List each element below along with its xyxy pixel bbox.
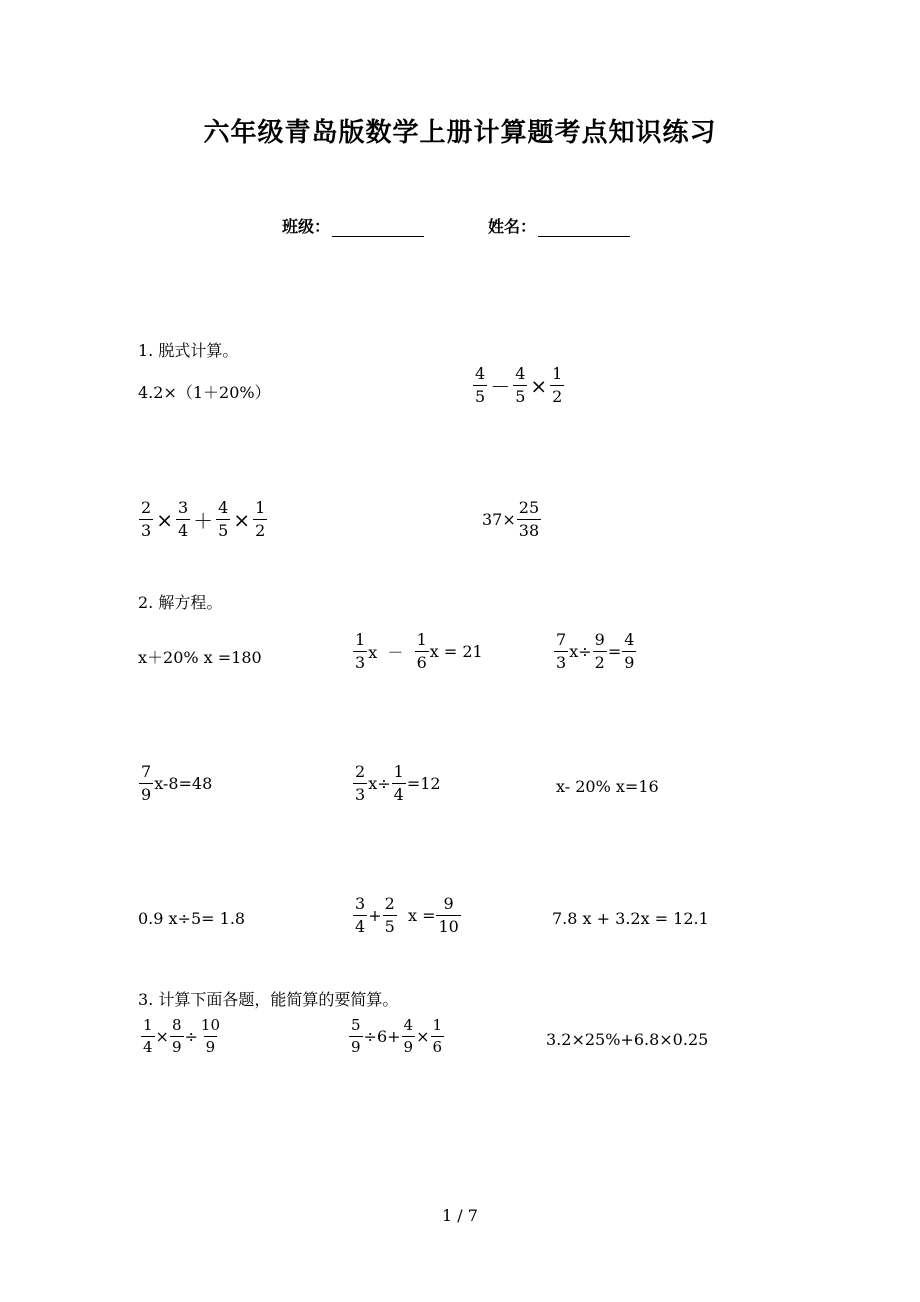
fraction: $\frac{9}{2}$ <box>594 630 605 672</box>
fraction: $\frac{4}{5}$ <box>515 364 526 406</box>
fraction: $\frac{4}{9}$ <box>403 1016 414 1056</box>
problem-1-3: $\frac{2}{3}$ × $\frac{3}{4}$ ＋ $\frac{4}{5}$ × $\frac{1}{2}$ <box>141 498 266 540</box>
fraction: $\frac{2}{3}$ <box>355 762 366 804</box>
page-title: 六年级青岛版数学上册计算题考点知识练习 <box>203 118 717 148</box>
fraction: $\frac{1}{2}$ <box>552 364 563 406</box>
fraction: $\frac{1}{6}$ <box>416 630 427 672</box>
section-1-heading: 1. 脱式计算。 <box>138 341 239 360</box>
fraction: $\frac{3}{4}$ <box>355 894 366 936</box>
fraction: $\frac{1}{4}$ <box>143 1016 153 1056</box>
fraction: $\frac{4}{5}$ <box>475 364 486 406</box>
fraction: $\frac{10}{9}$ <box>200 1016 220 1056</box>
fraction: $\frac{1}{4}$ <box>393 762 404 804</box>
fraction: $\frac{1}{3}$ <box>355 630 366 672</box>
equation-2: $\frac{1}{3}$ x － $\frac{1}{6}$ x = 21 <box>355 630 483 672</box>
equation-4: $\frac{7}{9}$ x-8=48 <box>141 762 213 804</box>
equation-3: $\frac{7}{3}$ x÷ $\frac{9}{2}$ = $\frac{4}{9}$ <box>556 630 635 672</box>
fraction: $\frac{2}{3}$ <box>141 498 152 540</box>
equation-1: x＋20% x =180 <box>138 648 262 667</box>
class-field <box>282 214 424 237</box>
section-3-heading: 3. 计算下面各题，能简算的要简算。 <box>138 990 399 1009</box>
fraction: $\frac{4}{9}$ <box>624 630 635 672</box>
class-label: 班级： <box>282 217 331 236</box>
equation-9: 7.8 x + 3.2x = 12.1 <box>552 909 709 928</box>
simplify-2: $\frac{5}{9}$ ÷6+ $\frac{4}{9}$ × $\frac{1}{6}$ <box>351 1016 443 1056</box>
page-number: 1 / 7 <box>442 1206 478 1225</box>
fraction: $\frac{4}{5}$ <box>218 498 229 540</box>
section-2-heading: 2. 解方程。 <box>138 593 223 612</box>
problem-1-2: $\frac{4}{5}$ － $\frac{4}{5}$ × $\frac{1}{2}$ <box>475 364 563 406</box>
equation-7: 0.9 x÷5= 1.8 <box>138 909 246 928</box>
fraction: $\frac{5}{9}$ <box>351 1016 361 1056</box>
fraction: $\frac{8}{9}$ <box>171 1016 182 1056</box>
fraction: $\frac{7}{9}$ <box>141 762 152 804</box>
fraction: $\frac{25}{38}$ <box>518 498 540 540</box>
fraction: $\frac{7}{3}$ <box>556 630 567 672</box>
equation-5: $\frac{2}{3}$ x÷ $\frac{1}{4}$ =12 <box>355 762 441 804</box>
equation-6: x- 20% x=16 <box>556 777 659 796</box>
fraction: $\frac{1}{6}$ <box>432 1016 443 1056</box>
name-field <box>488 214 630 237</box>
fraction: $\frac{2}{5}$ <box>384 894 395 936</box>
fraction: $\frac{1}{2}$ <box>255 498 266 540</box>
problem-1-1: 4.2×（1＋20%） <box>138 383 271 402</box>
equation-8: $\frac{3}{4}$ + $\frac{2}{5}$ x = $\frac{9}{10}$ <box>355 894 459 936</box>
fraction: $\frac{3}{4}$ <box>177 498 189 540</box>
fraction: $\frac{9}{10}$ <box>438 894 459 936</box>
class-blank[interactable] <box>332 218 424 237</box>
name-blank[interactable] <box>538 218 630 237</box>
problem-1-4: 37× $\frac{25}{38}$ <box>482 498 540 540</box>
simplify-1: $\frac{1}{4}$ × $\frac{8}{9}$ ÷ $\frac{10}{9}$ <box>143 1016 220 1056</box>
name-label: 姓名： <box>488 217 537 236</box>
simplify-3: 3.2×25%+6.8×0.25 <box>546 1030 709 1049</box>
